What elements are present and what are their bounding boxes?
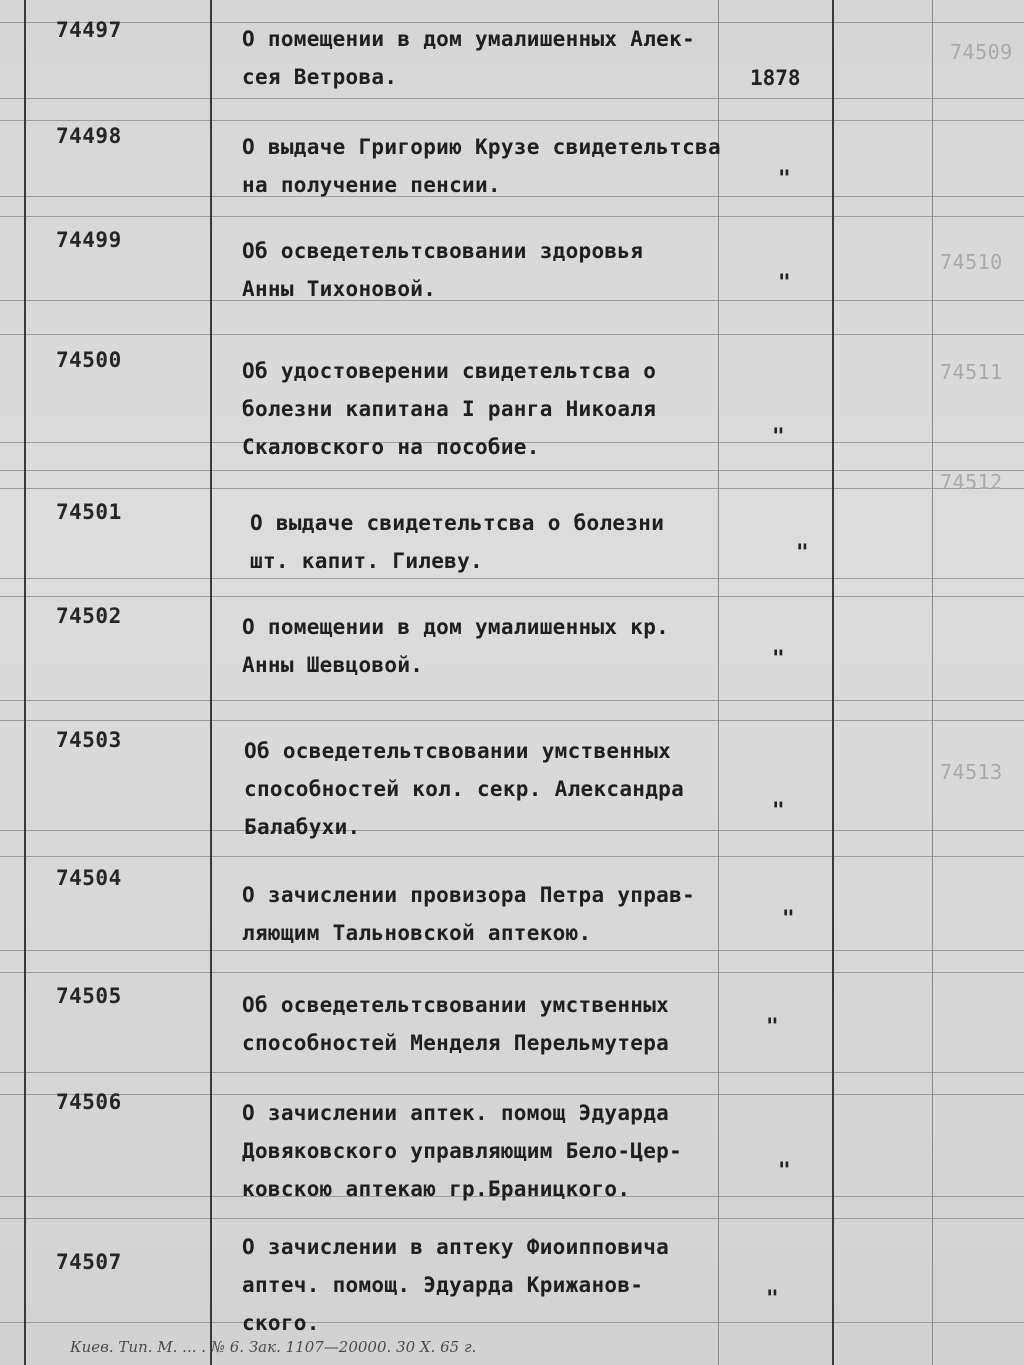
entry-number: 74501 [56, 500, 122, 524]
entry-text-line: О зачислении в аптеку Фиоипповича [242, 1235, 670, 1259]
entry-number: 74497 [56, 18, 122, 42]
entry-number: 74505 [56, 984, 122, 1008]
entry-text-line: Об осведетельтсвовании умственных [242, 993, 670, 1017]
entry-number: 74500 [56, 348, 122, 372]
entry-number: 74503 [56, 728, 122, 752]
year-mark: 1878 [750, 66, 801, 90]
entry-text-line: на получение пенсии. [242, 173, 501, 197]
entry-text-line: О зачислении аптек. помощ Эдуарда [242, 1101, 670, 1125]
entry-text-line: О помещении в дом умалишенных кр. [242, 615, 670, 639]
column-divider [932, 0, 933, 1365]
entry-text-line: ляющим Тальновской аптекою. [242, 921, 592, 945]
column-divider [210, 0, 212, 1365]
entry-text-line: способностей кол. секр. Александра [244, 777, 685, 801]
entry-number: 74498 [56, 124, 122, 148]
column-divider [24, 0, 26, 1365]
year-mark: " [766, 1286, 779, 1310]
entry-text-line: аптеч. помощ. Эдуарда Крижанов- [242, 1273, 644, 1297]
year-mark: " [772, 798, 785, 822]
entry-text-line: Об удостоверении свидетельтсва о [242, 359, 657, 383]
entry-text-line: шт. капит. Гилеву. [250, 549, 483, 573]
entry-text-line: болезни капитана I ранга Никоаля [242, 397, 657, 421]
year-mark: " [778, 270, 791, 294]
year-mark: " [778, 166, 791, 190]
column-divider [832, 0, 834, 1365]
entry-text-line: Довяковского управляющим Бело-Цер- [242, 1139, 683, 1163]
entry-number: 74507 [56, 1250, 122, 1274]
entry-text-line: Об осведетельтсвовании умственных [244, 739, 672, 763]
entry-text-line: Об осведетельтсвовании здоровья [242, 239, 644, 263]
entry-text-line: ского. [242, 1311, 320, 1335]
entry-text-line: сея Ветрова. [242, 65, 398, 89]
entry-text-line: О выдаче свидетельтсва о болезни [250, 511, 665, 535]
year-mark: " [772, 424, 785, 448]
register-page: 74509 74510 74511 74512 74513 74497 О помещении в дом умалишенных Алек- сея Ветрова. 1878 74498 О выдаче Григорию Крузе свидетельтсва на получение пенсии. " 74499 Об осведетельтсвовании здоровья Анны Тихоновой. " 74500 Об удостоверении свидетельтсва о болезни капитана I ранга Никоаля Скаловского на пособие. " 74501 О выдаче свидетельтсва о болезни шт. капит. Гилеву. " 74502 О помещении в дом умалишенных кр. Анны Шевцовой. " 74503 Об осведетельтсвовании умственных способностей кол. секр. Александра Балабухи. " 74504 О зачислении провизора Петра управ- ляющим Тальновской аптекою. " 74505 Об осведетельтсвовании умственных способностей Менделя Перельмутера " 74506 О зачислении аптек. помощ Эдуарда Довяковского управляющим Бело-Цер- ковскою аптекаю гр.Браницкого. " 74507 О зачислении в аптеку Фиоипповича аптеч. помощ. Эдуарда Крижанов- ского. " Киев. Тип. М. ... . № 6. Зак. 1107—20000. 30 X. 65 г. [0, 0, 1024, 1365]
year-mark: " [778, 1158, 791, 1182]
entry-text-line: О помещении в дом умалишенных Алек- [242, 27, 696, 51]
printer-imprint: Киев. Тип. М. ... . № 6. Зак. 1107—20000. 30 X. 65 г. [70, 1338, 477, 1356]
entry-number: 74506 [56, 1090, 122, 1114]
entry-text-line: Балабухи. [244, 815, 361, 839]
entry-text-line: Скаловского на пособие. [242, 435, 540, 459]
year-mark: " [782, 906, 795, 930]
entry-text-line: способностей Менделя Перельмутера [242, 1031, 670, 1055]
year-mark: " [796, 540, 809, 564]
entry-text-line: Анны Шевцовой. [242, 653, 424, 677]
entry-number: 74499 [56, 228, 122, 252]
entry-text-line: ковскою аптекаю гр.Браницкого. [242, 1177, 631, 1201]
entry-text-line: Анны Тихоновой. [242, 277, 437, 301]
entry-number: 74504 [56, 866, 122, 890]
year-mark: " [766, 1014, 779, 1038]
entry-number: 74502 [56, 604, 122, 628]
entry-text-line: О выдаче Григорию Крузе свидетельтсва [242, 135, 721, 159]
entry-text-line: О зачислении провизора Петра управ- [242, 883, 696, 907]
year-mark: " [772, 646, 785, 670]
